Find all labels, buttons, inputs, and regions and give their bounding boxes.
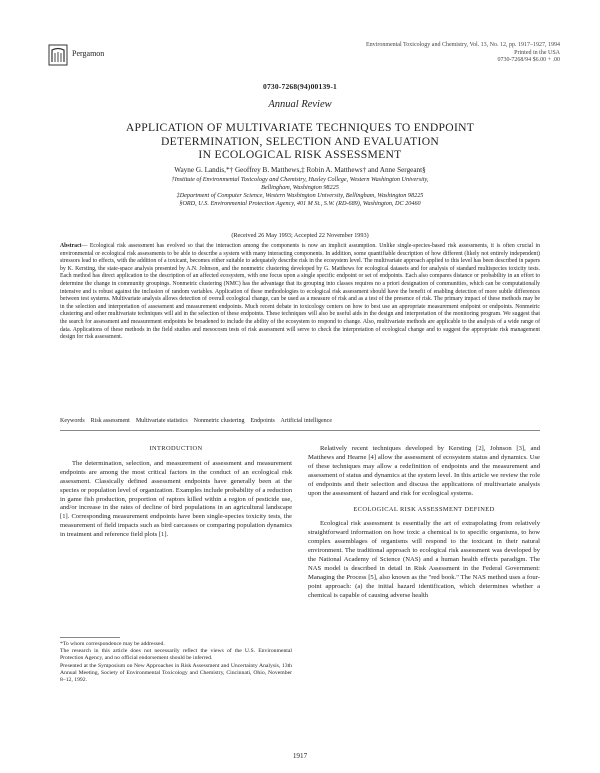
pergamon-logo-icon — [48, 44, 68, 66]
keyword: Endpoints — [250, 418, 275, 424]
affiliation-3: §ORD, U.S. Environmental Protection Agency, 401 M St., S.W. (RD-689), Washington, DC 20460 — [179, 200, 421, 207]
article-type: Annual Review — [268, 99, 332, 110]
footnote-divider — [60, 637, 120, 638]
affiliation-1-city: Bellingham, Washington 98225 — [261, 184, 339, 191]
article-title — [60, 121, 540, 162]
title-line-2: DETERMINATION, SELECTION AND EVALUATION — [160, 134, 440, 148]
introduction-paragraph: The determination, selection, and measurement of assessment and measurement endpoints are among the most critical factors in the conduct of an ecological risk assessment. Classically defined assessment endpoints have generally been at the species or population level of organization. Examples include probability of a reduction in game fish production, proportion of raptors killed within a region of pesticide use, and/or increase in the rates of decline of bird populations in an agricultural landscape [1]. Corresponding measurement endpoints have been single-species toxicity tests, the measurement of field impacts such as bird carcasses or comparing population dynamics in treatment and reference field plots [1]. — [60, 459, 292, 539]
doi: 0730-7268(94)00139-1 — [263, 82, 337, 91]
publisher-logo — [48, 44, 108, 70]
journal-issn-price: 0730-7268/94 $6.00 + .00 — [497, 57, 560, 63]
journal-info — [300, 42, 560, 65]
keyword: Nonmetric clustering — [193, 418, 245, 424]
left-column — [60, 445, 292, 540]
journal-citation: Environmental Toxicology and Chemistry, Vol. 13, No. 12, pp. 1917–1927, 1994 — [365, 42, 560, 48]
footnote-disclaimer: The research in this article does not necessarily reflect the views of the U.S. Environmental Protection Agency, and no official endorsement should be inferred. — [60, 648, 292, 662]
affiliation-1: †Institute of Environmental Toxicology and Chemistry, Huxley College, Western Washington University, — [171, 176, 429, 183]
page-number: 1917 — [292, 752, 308, 760]
right-column — [308, 445, 540, 601]
keywords-label: Keywords — [60, 418, 85, 424]
footnotes — [60, 641, 292, 684]
abstract — [60, 243, 540, 342]
section-heading-introduction: INTRODUCTION — [149, 445, 203, 452]
abstract-label: Abstract — [60, 243, 82, 249]
keyword: Artificial intelligence — [280, 418, 332, 424]
abstract-text: — Ecological risk assessment has evolved so that the interaction among the components is now an implicit assumption. Unlike single-species-based risk assessments, it is often crucial in environmental or ecological risk assessments to be able to describe a system with many interacting components. In addition, some quantifiable description of how different (likely not entirely independent) stressors lead to effects, with the addition of a toxicant, becomes either suitable to adequately describe risk in the ecosystem level. The multivariate approach applied to this level has been described in papers by K. Kersting, the state-space analysis presented by A.N. Johnson, and the nonmetric clustering developed by G. Matthews for ecological datasets and for analysis of standard multispecies toxicity tests. Each method has direct application to the description of an affected ecosystem, with one focus upon a single specific endpoint or set of endpoints. Each also compares distance or probability in an effort to determine the change in community groupings. Nonmetric clustering (NMC) has the advantage that its grouping into classes requires no a priori designation of communities, which can be computationally intensive and is robust against the inclusion of random variables. Application of these methodologies to ecological risk assessment should have the benefit of enabling detection of more subtle differences between test systems. Multivariate analysis allows detection of overall ecological change, can be used as a measure of risk and as a test of the presence of risk. The primary impact of these methods may be in the selection and interpretation of assessment and measurement endpoints. Much recent debate in toxicology centers on how to best use an appropriate measurement endpoint or endpoints. Nonmetric clustering and other multivariate techniques will aid in the selection of these endpoints. These techniques will also be useful aids in the design and interpretation of the monitoring program. We suggest that the search for assessment and measurement endpoints be broadened to include the ability of the ecosystem to respond to change. Also, multivariate methods are applicable to the analysis of a wide range of data. Applications of these methods in the field studies and mesocosm tests of risk assessment will serve to check the interpretation of ecological change and to suggest the appropriate risk management design for risk assessment. — [60, 243, 540, 341]
right-paragraph-1: Relatively recent techniques developed by Kersting [2], Johnson [3], and Matthews and Hearne [4] allow the assessment of ecosystem status and dynamics. Use of these techniques may allow a redefinition of endpoints and the measurement and assessment of status and dynamics at the system level. In this article we review the role of endpoints and their selection and discuss the applications of multivariate analysis upon the assessment of hazard and risk for ecological systems. — [308, 445, 540, 497]
affiliation-2: ‡Department of Computer Science, Western Washington University, Bellingham, Washington 98225 — [176, 192, 424, 199]
title-line-1: APPLICATION OF MULTIVARIATE TECHNIQUES TO ENDPOINT — [125, 121, 475, 134]
journal-print-location: Printed in the USA — [514, 49, 560, 56]
author-list: Wayne G. Landis,*† Geoffrey B. Matthews,‡ Robin A. Matthews† and Anne Sergeant§ — [174, 166, 426, 174]
footnote-correspondence: *To whom correspondence may be addressed. — [60, 641, 165, 647]
section-heading-risk-assessment: ECOLOGICAL RISK ASSESSMENT DEFINED — [353, 506, 495, 514]
abstract-divider — [60, 430, 540, 431]
right-paragraph-2: Ecological risk assessment is essentially the art of extrapolating from relatively straightforward information on how toxic a chemical is to specific organisms, to how complex assemblages of organisms will respond to the toxicant in their natural environment. The traditional approach to ecological risk assessment was developed by the National Academy of Science (NAS) and a human health effects paradigm. The NAS model is described in detail in Risk Assessment in the Federal Government: Managing the Process [5], also known as the "red book." The NAS method uses a four-point approach: (a) the initial hazard identification, which determines whether a chemical is capable of causing adverse health — [308, 520, 540, 599]
keywords — [60, 417, 540, 425]
footnote-presented: Presented at the Symposium on New Approaches in Risk Assessment and Uncertainty Analysis, 13th Annual Meeting, Society of Environmental Toxicology and Chemistry, Cincinnati, Ohio, November 8–12, 1992. — [60, 662, 292, 684]
title-line-3: IN ECOLOGICAL RISK ASSESSMENT — [198, 148, 402, 161]
keyword: Risk assessment — [90, 418, 130, 424]
received-dates: (Received 26 May 1993; Accepted 22 November 1993) — [231, 232, 369, 239]
affiliations — [40, 176, 560, 208]
publisher-name: Pergamon — [72, 49, 105, 58]
keyword: Multivariate statistics — [135, 418, 188, 424]
